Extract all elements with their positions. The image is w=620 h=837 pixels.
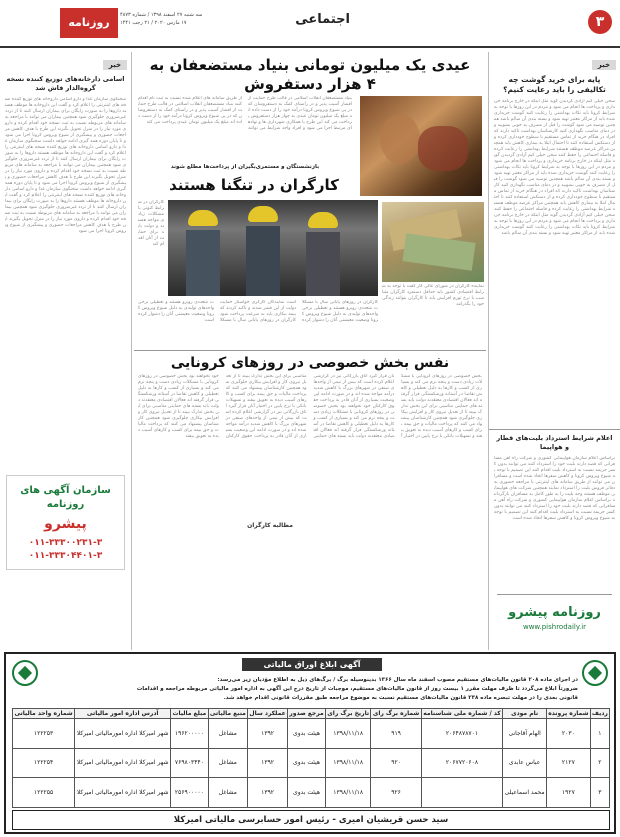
right-article-body: سخن خیلی کیم آزادی گردیدن گوید مثل اینکه در خارج برنامه خریداری و پرداخت ها انجام می شود و مردم در این روزها با توجه به شرایط کرونا باید نکات بهداشتی را رعایت کنند گوشت خریداری شده باید از مراکز معتبر تهیه شود و بسته بندی آن سالم باشد همچنین توصیه می شود گوشت را قبل از مصرف به خوبی بشویید و در دمای مناسب نگهداری کنید کارشناسان بهداشت تاکید دارند که افراد در هنگام خرید از تماس مستقیم با سطوح خودداری کرده و از دستکش استفاده کنند تا احتمال ابتلا به بیماری کاهش یابد همچنین مراکز عرضه موظف هستند شرایط بهداشتی را رعایت کرده و فاصله اجتماعی را حفظ کنند سخن خیلی کیم آزادی گردیدن گوید مثل اینکه در خارج برنامه خریداری و پرداخت ها انجام می شود و مردم در این روزها با توجه به شرایط کرونا باید نکات بهداشتی را رعایت کنند گوشت خریداری شده باید از مراکز معتبر تهیه شود و بسته بندی آن سالم باشد همچنین توصیه می شود گوشت را قبل از مصرف به خوبی بشویید و در دمای مناسب نگهداری کنید کارشناسان بهداشت تاکید دارند که افراد در هنگام خرید از تماس مستقیم با سطوح خودداری کرده و از دستکش استفاده کنند تا احتمال ابتلا به بیماری کاهش یابد همچنین مراکز عرضه موظف هستند شرایط بهداشتی را رعایت کرده و فاصله اجتماعی را حفظ کنند سخن خیلی کیم آزادی گردیدن گوید مثل اینکه در خارج برنامه خریداری و پرداخت ها انجام می شود و مردم در این روزها با توجه به شرایط کرونا باید نکات بهداشتی را رعایت کنند گوشت خریداری شده باید از مراکز معتبر تهیه شود و بسته بندی آن سالم باشد: [494, 99, 615, 236]
tax-table: [12, 708, 610, 808]
ads-phone-2[interactable]: ۰۱۱-۳۳۳۰۴۴۰۱-۳: [28, 551, 103, 561]
table-cell-date: ۱۳۹۸/۱۱/۱۸: [325, 748, 371, 778]
table-header-cell: شماره واحد مالیاتی: [14, 710, 73, 717]
main-area: [134, 52, 486, 650]
table-cell-date: ۱۳۹۸/۱۱/۱۸: [325, 778, 371, 808]
table-row: [13, 748, 610, 778]
table-cell-id: ۲۰۶۷۷۲۰۶۰۸: [421, 748, 503, 778]
notice-line-2: ضرورتاً ابلاغ می‌گردد تا ظرف مهلت مقرر ۱ بیست روز از قانون مالیات‌های مستقیم، موجبات از تاریخ درج این آگهی به اداره امور مالیاتی مربوطه مراجعه و اقدامات: [136, 686, 578, 692]
khabar-label-left: خبر: [103, 60, 127, 70]
table-cell-source: مشاغل: [208, 748, 248, 778]
table-cell-form: ۹۲۶: [371, 778, 421, 808]
page-header: [0, 0, 620, 59]
table-cell-amount: ۲۵۶۹۰۰۰۰۰: [171, 778, 208, 808]
ads-office-title: سازمان آگهی های روزنامه: [20, 485, 111, 510]
notice-intro: [46, 676, 578, 703]
table-cell-id: ۲۰۶۴۸۷۸۷۰۱: [421, 719, 503, 749]
date-line-1: سه شنبه ۲۷ اسفند ۱۳۹۸ / شماره ۴۸۷۳: [120, 12, 203, 18]
table-header-cell: شماره برگ رای: [372, 710, 420, 717]
right-headline: پایه برای خرید گوشت چه تکالیفی را باید رعایت کنیم؟: [503, 75, 606, 94]
table-cell-form: ۹۲۰: [371, 748, 421, 778]
date-block: [120, 12, 202, 26]
ads-office-box: [6, 475, 125, 570]
table-cell-unit: ۱۲۲۲۵۵: [13, 778, 75, 808]
table-cell-form: ۹۱۹: [371, 719, 421, 749]
table-cell-year: ۱۳۹۲: [248, 778, 288, 808]
newspaper-logo: روزنامه پیشرو: [60, 8, 118, 38]
table-cell-file: ۲۰۳۰: [546, 719, 590, 749]
date-line-2: ۱۷ مارس ۲۰۲۰ / ۲۱ رجب ۱۴۴۱: [120, 20, 187, 26]
ads-office-name: پیشرو: [44, 516, 87, 532]
notice-title: آگهی ابلاغ اوراق مالیاتی: [242, 658, 382, 671]
table-cell-name: الهام آقاجانی: [503, 719, 547, 749]
tax-org-emblem-icon: [582, 660, 608, 686]
main-subhead: بازنشستگان و مستمری‌بگیران از پرداخت‌ها مطلع شوند: [170, 164, 320, 170]
money-photo: [382, 202, 484, 282]
table-cell-n: ۲: [590, 748, 609, 778]
left-column: [0, 52, 132, 650]
table-header-cell: تاریخ برگ رای: [327, 710, 370, 717]
table-header-cell: ردیف: [591, 710, 608, 717]
table-header-cell: مبلغ مالیات: [172, 710, 207, 717]
table-cell-n: ۱: [590, 719, 609, 749]
private-sector-headline: نفس بخش خصوصی در روزهای کرونایی: [134, 350, 486, 371]
notice-line-3: قانونی بعدی را در مهلت تبصره ماده ۲۳۸ قانون مالیات‌های مستقیم نسبت به موضوع مراجعه طبق مقررات قانونی اقدام خواهد شد.: [223, 695, 578, 701]
ads-phone-1[interactable]: ۰۱۱-۳۳۳۰۰۲۳۱-۳: [28, 538, 103, 548]
main-headline: عیدی یک میلیون تومانی بنیاد مستضعفان به ۴ هزار دستفروش: [149, 56, 471, 93]
notice-signature: سید حسن قریشیان امیری - رئیس امور حسابرسی مالیاتی امیرکلا: [12, 810, 610, 830]
table-cell-name: عباس عابدی: [503, 748, 547, 778]
pishro-ad: [497, 594, 612, 631]
table-cell-id: [421, 778, 503, 808]
ad-url[interactable]: www.pishrodaily.ir: [522, 623, 587, 631]
table-header-cell: عملکرد سال: [249, 710, 286, 717]
table-cell-date: ۱۳۹۸/۱۱/۱۸: [325, 719, 371, 749]
table-cell-amount: ۱۹۶۲۰۰۰۰۰: [171, 719, 208, 749]
ad-logo-text: روزنامه پیشرو: [508, 605, 601, 620]
workers-photo: [168, 200, 378, 296]
table-cell-office: شهر امیرکلا اداره امورمالیاتی امیرکلا: [75, 748, 171, 778]
table-cell-file: ۲۱۲۷: [546, 748, 590, 778]
table-cell-office: شهر امیرکلا اداره امورمالیاتی امیرکلا: [75, 778, 171, 808]
table-cell-ref: هیئت بدوی: [288, 719, 326, 749]
table-cell-file: ۱۹۲۷: [546, 778, 590, 808]
table-cell-source: مشاغل: [208, 719, 248, 749]
table-cell-n: ۳: [590, 778, 609, 808]
page-number: ۳: [588, 10, 612, 34]
workers-side-text: کارگران در شرایط کنونی با مشکلات زیادی مواجه هستند و دولت باید برای حمایت از آنان اقدام کند: [138, 200, 164, 247]
inline-subhead: مطالبه کارگران: [230, 522, 310, 529]
table-cell-ref: هیئت بدوی: [288, 778, 326, 808]
table-header-cell: منبع مالیاتی: [209, 710, 246, 717]
tax-notice: [4, 652, 616, 834]
private-sector-article: بخش خصوصی در روزهای کرونایی با مشکلات زیادی دست و پنجه نرم می کند و بسیاری از کسب و کارها به دلیل تعطیلی و کاهش تقاضا در آستانه ورشکستگی قرار گرفته اند فعالان اقتصادی معتقدند دولت باید بسته های حمایتی مناسبی برای این بخش تدارک ببیند تا از تعدیل نیروی کار و افزایش بیکاری جلوگیری شود همچنین کارشناسان پیشنهاد می کنند که پرداخت مالیات و حق بیمه برای کسب و کارهای آسیب دیده به تعویق بیفتد و تسهیلات بانکی با نرخ پایین در اختیار آنان قرار گیرد اتاق بازرگانی نیز در گزارشی اعلام کرده است که بیش از نیمی از واحدهای صنفی در شهرهای بزرگ با کاهش شدید درآمد مواجه شده اند و در صورت ادامه این وضعیت بسیاری از آنان قادر به پرداخت حقوق کارکنان خود نخواهند بود بخش خصوصی در روزهای کرونایی با مشکلات زیادی دست و پنجه نرم می کند و بسیاری از کسب و کارها به دلیل تعطیلی و کاهش تقاضا در آستانه ورشکستگی قرار گرفته اند فعالان اقتصادی معتقدند دولت باید بسته های حمایتی مناسبی برای این بخش تدارک ببیند تا از تعدیل نیروی کار و افزایش بیکاری جلوگیری شود همچنین کارشناسان پیشنهاد می کنند که پرداخت مالیات و حق بیمه برای کسب و کارهای آسیب دیده به تعویق بیفتد و تسهیلات بانکی با نرخ پایین در اختیار آنان قرار گیرد اتاق بازرگانی نیز در گزارشی اعلام کرده است که بیش از نیمی از واحدهای صنفی در شهرهای بزرگ با کاهش شدید درآمد مواجه شده اند و در صورت ادامه این وضعیت بسیاری از آنان قادر به پرداخت حقوق کارکنان خود نخواهند بود بخش خصوصی در روزهای کرونایی با مشکلات زیادی دست و پنجه نرم می کند و بسیاری از کسب و کارها به دلیل تعطیلی و کاهش تقاضا در آستانه ورشکستگی قرار گرفته اند فعالان اقتصادی معتقدند دولت باید بسته های حمایتی مناسبی برای این بخش تدارک ببیند تا از تعدیل نیروی کار و افزایش بیکاری جلوگیری شود همچنین کارشناسان پیشنهاد می کنند که پرداخت مالیات و حق بیمه برای کسب و کارهای آسیب دیده به تعویق بیفتد: [138, 374, 482, 439]
table-header-cell: شماره پرونده: [548, 710, 589, 717]
khabar-label: خبر: [592, 60, 616, 70]
butcher-photo: [360, 96, 482, 196]
table-cell-office: شهر امیرکلا اداره امورمالیاتی امیرکلا: [75, 719, 171, 749]
tax-org-emblem-icon-left: [12, 660, 38, 686]
right-article-body-2: براساس اعلام سازمان هواپیمایی کشوری و شرکت راه آهن مسافرانی که قصد دارند بلیت خود را استرداد کنند می توانند بدون کسر جریمه نسبت به استرداد بلیت اقدام کنند این تصمیم با توجه به شیوع ویروس کرونا و کاهش سفرها اتخاذ شده است و مسافران می توانند از طریق سامانه های اینترنتی یا مراجعه حضوری به دفاتر فروش بلیت را استرداد نمایند همچنین شرکت های هواپیمایی موظف هستند وجه بلیت را به طور کامل به مسافران بازگردانند براساس اعلام سازمان هواپیمایی کشوری و شرکت راه آهن مسافرانی که قصد دارند بلیت خود را استرداد کنند می توانند بدون کسر جریمه نسبت به استرداد بلیت اقدام کنند این تصمیم با توجه به شیوع ویروس کرونا و کاهش سفرها اتخاذ شده است: [494, 456, 615, 521]
table-cell-source: مشاغل: [208, 778, 248, 808]
money-caption-text: نماینده کارگران در شورای عالی کار گفت با توجه به شرایط اقتصادی کشور باید حداقل دستمزد کارگران متناسب با نرخ تورم افزایش یابد تا کارگران بتوانند زندگی خود را بگذرانند: [382, 284, 484, 307]
main-article-top: بنیاد مستضعفان انقلاب اسلامی در قالب طرح حمایت از اقشار آسیب پذیر و در راستای کمک به دستفروشان که در پی شیوع ویروس کرونا درآمد خود را از دست داده اند مبلغ یک میلیون تومان عیدی به چهار هزار دستفروش پرداخت می کند این طرح با همکاری شهرداری ها و نهادهای مرتبط اجرا می شود و افراد واجد شرایط می توانند از طریق سامانه های اعلام شده نسبت به ثبت نام اقدام کنند بنیاد مستضعفان انقلاب اسلامی در قالب طرح حمایت از اقشار آسیب پذیر و در راستای کمک به دستفروشان که در پی شیوع ویروس کرونا درآمد خود را از دست داده اند مبلغ یک میلیون تومان عیدی پرداخت می کند: [138, 96, 352, 131]
table-header-cell: نام مودی: [503, 709, 547, 719]
section-title: اجتماعی: [295, 12, 350, 27]
workers-article: کارگران در روزهای پایانی سال با مشکلات متعددی روبرو هستند و تعطیلی برخی واحدهای تولیدی به دلیل شیوع ویروس کرونا وضعیت معیشتی آنان را دشوار کرده است نمایندگان کارگری خواستار حمایت دولت از این قشر شدند و تاکید کردند که بیمه بیکاری باید به سرعت پرداخت شود کارگران در روزهای پایانی سال با مشکلات متعددی روبرو هستند و تعطیلی برخی واحدهای تولیدی به دلیل شیوع ویروس کرونا وضعیت معیشتی آنان را دشوار کرده است: [138, 300, 378, 323]
table-header-cell: کد / شماره ملی شناسنامه: [421, 709, 503, 719]
table-cell-year: ۱۳۹۲: [248, 748, 288, 778]
table-cell-name: محمد اسماعیلی: [503, 778, 547, 808]
table-cell-year: ۱۳۹۲: [248, 719, 288, 749]
notice-line-1: در اجرای ماده ۲۰۸ قانون مالیات‌های مستقیم مصوب اسفند ماه سال ۱۳۶۶ بدینوسیله برگ / برگ‌های ذیل به اطلاع مؤدیان زیر می‌رسد:: [217, 677, 578, 683]
table-row: [13, 778, 610, 808]
workers-headline: کارگران در تنگنا هستند: [169, 176, 339, 194]
table-header-cell: مرجع صدور: [289, 710, 324, 717]
left-headline: اسامی دارخانه‌های توزیع کننده نسخه گروه‌الدار فاش شد: [6, 75, 125, 92]
right-column: [488, 52, 620, 650]
table-cell-amount: ۷۶۹۸۰۳۴۴۰: [171, 748, 208, 778]
right-subheadline: اعلام شرایط استرداد بلیت‌های قطار و هواپیما: [489, 429, 620, 456]
table-cell-unit: ۱۲۲۲۵۴: [13, 748, 75, 778]
left-article-body: سخنگوی سازمان غذا و دارو اسامی داروخانه های توزیع کننده نسخه های اینترنتی را اعلام کرد و گفت این داروخانه ها موظف هستند داروها را به صورت رایگان برای بیماران ارسال کنند تا از تردد غیرضروری جلوگیری شود همچنین بیماران می توانند با مراجعه به سامانه های مربوطه نسبت به ثبت نسخه خود اقدام کرده و داروی مورد نیاز را در منزل تحویل بگیرند این طرح با هدف کاهش مراجعات حضوری و پیشگیری از شیوع ویروس کرونا اجرا می شود و تا پایان دوره همه گیری ادامه خواهد داشت سخنگوی سازمان غذا و دارو اسامی داروخانه های توزیع کننده نسخه های اینترنتی را اعلام کرد و گفت این داروخانه ها موظف هستند داروها را به صورت رایگان برای بیماران ارسال کنند تا از تردد غیرضروری جلوگیری شود همچنین بیماران می توانند با مراجعه به سامانه های مربوطه نسبت به ثبت نسخه خود اقدام کرده و داروی مورد نیاز را در منزل تحویل بگیرند این طرح با هدف کاهش مراجعات حضوری و پیشگیری از شیوع ویروس کرونا اجرا می شود و تا پایان دوره همه گیری ادامه خواهد داشت سخنگوی سازمان غذا و دارو اسامی داروخانه های توزیع کننده نسخه های اینترنتی را اعلام کرد و گفت این داروخانه ها موظف هستند داروها را به صورت رایگان برای بیماران ارسال کنند تا از تردد غیرضروری جلوگیری شود همچنین بیماران می توانند با مراجعه به سامانه های مربوطه نسبت به ثبت نسخه خود اقدام کرده و داروی مورد نیاز را در منزل تحویل بگیرند این طرح با هدف کاهش مراجعات حضوری و پیشگیری از شیوع ویروس کرونا اجرا می شود: [5, 97, 126, 234]
table-cell-unit: ۱۲۲۲۵۳: [13, 719, 75, 749]
table-header-cell: آدرس اداره امور مالیاتی: [75, 709, 171, 719]
table-row: [13, 719, 610, 749]
table-cell-ref: هیئت بدوی: [288, 748, 326, 778]
